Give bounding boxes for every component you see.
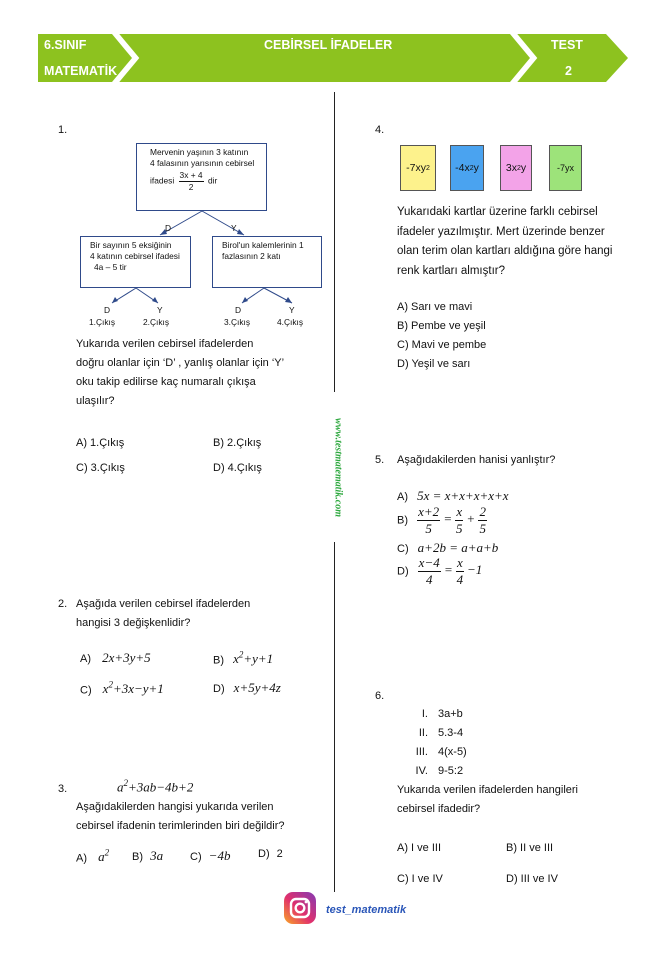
- q3-label-a: A): [76, 852, 87, 865]
- q5-option-c[interactable]: C) a+2b = a+a+b: [397, 540, 499, 555]
- q1-left-line1: Bir sayının 5 eksiğinin: [90, 240, 172, 250]
- q6-expr: 9-5:2: [438, 765, 464, 777]
- q3-number: 3.: [58, 783, 68, 795]
- q1-right-line2: fazlasının 2 katı: [222, 251, 281, 261]
- header-test-label: TEST: [551, 38, 583, 52]
- q6-roman: IV.: [415, 765, 428, 777]
- q1-option-b[interactable]: B) 2.Çıkış: [213, 437, 262, 449]
- q6-option-a[interactable]: A) I ve III: [397, 842, 442, 854]
- q4-text-line: olan terim olan kartları aldığına göre hangi: [397, 245, 613, 257]
- q1-text-line: doğru olanlar için ‘D’ , yanlış olanlar için ‘Y’: [76, 357, 285, 369]
- q3-text-line: cebirsel ifadenin terimlerinden biri değildir?: [76, 820, 285, 832]
- q1-option-a[interactable]: A) 1.Çıkış: [76, 437, 125, 449]
- q1-option-d[interactable]: D) 4.Çıkış: [213, 462, 262, 474]
- q1-label-top-left: D: [165, 223, 172, 233]
- q6-roman: II.: [418, 727, 428, 739]
- q5-option-b[interactable]: B) $\frac{x+2}{5}$ = $\frac{x}{5}$ + $\frac{2}{5}$: [397, 504, 486, 536]
- q1-right-line1: Birol'un kalemlerinin 1: [222, 240, 304, 250]
- q3-label-b: B): [132, 851, 143, 863]
- q1-text-line: ulaşılır?: [76, 395, 115, 407]
- q1-top-box: [136, 143, 267, 211]
- q3-option-c[interactable]: C) −4b: [190, 848, 231, 863]
- q2-text: [76, 595, 250, 633]
- q6-item: [390, 762, 550, 781]
- q6-expr: 3a+b: [438, 708, 463, 720]
- q6-option-d[interactable]: D) III ve IV: [506, 873, 558, 885]
- q1-exit-3: 3.Çıkış: [224, 317, 251, 327]
- q4-card-yellow: -7xy 2: [400, 145, 436, 191]
- q4-text: [397, 203, 612, 281]
- q6-item: [390, 724, 550, 743]
- header-test-number: 2: [565, 64, 572, 78]
- q3-label-c: C): [190, 851, 202, 863]
- q2-label-c: C): [80, 684, 92, 697]
- q5-label-c: C): [397, 543, 409, 555]
- q1-text-line: oku takip edilirse kaç numaralı çıkışa: [76, 376, 256, 388]
- q1-top-numerator: 3x + 4: [179, 170, 203, 180]
- q5-text: Aşağıdakilerden hanisi yanlıştır?: [397, 454, 556, 466]
- q6-text-line: Yukarıda verilen ifadelerden hangileri: [397, 784, 579, 796]
- q1-top-line2: 4 falasının yarısının cebirsel: [150, 158, 255, 168]
- q6-roman: I.: [421, 708, 428, 720]
- q1-label-bl-right: Y: [157, 305, 163, 315]
- q3-text-line: Aşağıdakilerden hangisi yukarıda verilen: [76, 801, 274, 813]
- q5-label-b: B): [397, 514, 408, 527]
- q6-item: [390, 743, 550, 762]
- q1-option-c[interactable]: C) 3.Çıkış: [76, 462, 125, 474]
- q1-top-fraction: [179, 170, 204, 193]
- q2-option-a[interactable]: A) 2x+3y+5: [80, 650, 151, 665]
- q1-text-line: Yukarıda verilen cebirsel ifadelerden: [76, 338, 254, 350]
- q2-option-b[interactable]: B) $x^2+y+1$: [213, 650, 274, 667]
- q6-number: 6.: [375, 690, 385, 702]
- q4-option-c[interactable]: C) Mavi ve pembe: [397, 339, 487, 351]
- q2-label-a: A): [80, 653, 91, 665]
- q1-right-box: [212, 236, 322, 288]
- q3-option-a[interactable]: A) $a^2$: [76, 848, 110, 865]
- q1-label-top-right: Y: [231, 223, 237, 233]
- q6-roman: III.: [415, 746, 428, 758]
- q6-items: [390, 705, 550, 781]
- q1-left-line3: 4a – 5 tir: [94, 262, 127, 272]
- q4-option-a[interactable]: A) Sarı ve mavi: [397, 301, 473, 313]
- q3-expression: $a^2+3ab-4b+2$: [117, 778, 194, 795]
- q4-card-blue: -4x 2 y: [450, 145, 484, 191]
- q6-option-b[interactable]: B) II ve III: [506, 842, 554, 854]
- header-grade: 6.SINIF: [44, 38, 87, 52]
- q1-left-line2: 4 katının cebirsel ifadesi: [90, 251, 180, 261]
- q1-label-br-left: D: [235, 305, 242, 315]
- header-title: CEBİRSEL İFADELER: [264, 38, 393, 52]
- q1-exit-2: 2.Çıkış: [143, 317, 170, 327]
- q1-top-denominator: 2: [188, 182, 194, 192]
- q2-text-line: hangisi 3 değişkenlidir?: [76, 617, 191, 629]
- q4-card-green: -7yx: [549, 145, 582, 191]
- q1-label-br-right: Y: [289, 305, 295, 315]
- q6-expr: 5.3-4: [438, 727, 464, 739]
- watermark: www.testmatematik.com: [332, 417, 344, 518]
- q3-option-d[interactable]: [258, 848, 283, 860]
- q6-item: [390, 705, 550, 724]
- q2-option-d[interactable]: D) x+5y+4z: [213, 680, 281, 695]
- q5-option-d[interactable]: D) $\frac{x-4}{4}$ = $\frac{x}{4}$ −1: [397, 555, 483, 587]
- q6-text-line: cebirsel ifadedir?: [397, 803, 481, 815]
- q1-top-suffix: dir: [207, 175, 218, 186]
- q6-text: [397, 781, 578, 819]
- q6-option-c[interactable]: C) I ve IV: [397, 873, 443, 885]
- q3-option-d-value: 2: [276, 848, 283, 860]
- q1-exit-1: 1.Çıkış: [89, 317, 116, 327]
- q3-option-b[interactable]: B) 3a: [132, 848, 164, 863]
- q1-left-box: [80, 236, 191, 288]
- q4-number: 4.: [375, 124, 385, 136]
- q6-expr: 4(x-5): [438, 746, 467, 758]
- q5-option-a[interactable]: A) 5x = x+x+x+x+x: [397, 488, 509, 503]
- header-subject: MATEMATİK: [44, 64, 118, 78]
- footer-handle[interactable]: test_matematik: [326, 904, 407, 916]
- q4-option-b[interactable]: B) Pembe ve yeşil: [397, 320, 486, 332]
- q4-card-pink: 3x 2 y: [500, 145, 532, 191]
- q1-exit-4: 4.Çıkış: [277, 317, 304, 327]
- q5-label-a: A): [397, 491, 408, 503]
- q5-number: 5.: [375, 454, 385, 466]
- q1-number: 1.: [58, 124, 68, 136]
- q1-top-prefix: ifadesi: [150, 175, 175, 186]
- q1-label-bl-left: D: [104, 305, 111, 315]
- q2-label-b: B): [213, 654, 224, 667]
- instagram-icon: [283, 891, 317, 925]
- q4-option-d[interactable]: D) Yeşil ve sarı: [397, 358, 471, 370]
- q2-number: 2.: [58, 598, 68, 610]
- q3-text: [76, 798, 285, 836]
- q2-label-d: D): [213, 683, 225, 695]
- q5-label-d: D): [397, 565, 409, 578]
- q4-text-line: renk kartları almıştır?: [397, 264, 505, 277]
- q2-option-c[interactable]: C) $x^2+3x-y+1$: [80, 680, 164, 697]
- q4-text-line: ifadeler yazılmıştır. Mert üzerinde benzer: [397, 225, 605, 238]
- q1-top-line1: Mervenin yaşının 3 katının: [150, 147, 249, 157]
- q3-label-d: D): [258, 848, 270, 860]
- q2-text-line: Aşağıda verilen cebirsel ifadelerden: [76, 598, 251, 610]
- q1-text: [76, 335, 284, 411]
- q4-text-line: Yukarıdaki kartlar üzerine farklı cebirsel: [397, 206, 598, 218]
